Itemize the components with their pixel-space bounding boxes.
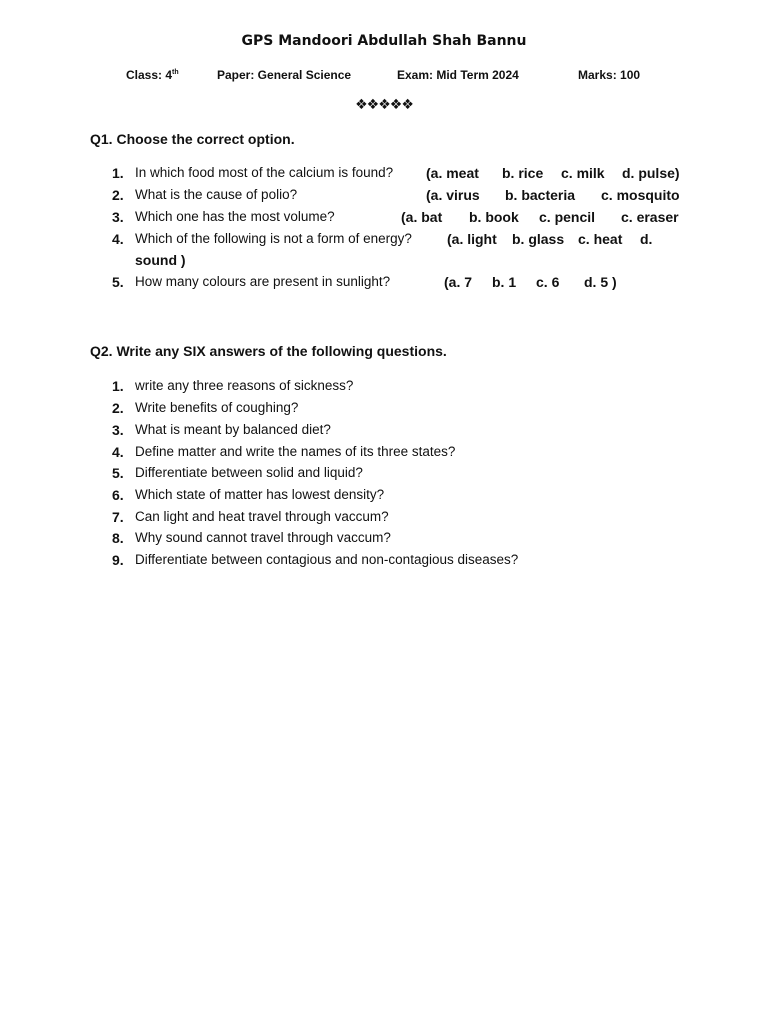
mcq-question: What is the cause of polio?: [135, 187, 298, 202]
mcq-option: (a. light: [447, 231, 497, 247]
question-row: [0, 509, 768, 531]
question-text: What is meant by balanced diet?: [135, 422, 331, 437]
mcq-option: b. glass: [512, 231, 565, 247]
mcq-option: c. milk: [561, 165, 605, 181]
mcq-row: [0, 165, 768, 187]
mcq-option: c. 6: [536, 274, 560, 290]
question-number: 4.: [112, 444, 124, 460]
question-text: Define matter and write the names of its three states?: [135, 444, 456, 459]
mcq-row: [0, 231, 768, 253]
question-number: 3.: [112, 422, 124, 438]
question-row: [0, 444, 768, 466]
question-text: Differentiate between solid and liquid?: [135, 465, 363, 480]
mcq-question: In which food most of the calcium is found?: [135, 165, 394, 180]
marks-label: Marks: 100: [578, 68, 641, 82]
question-number: 9.: [112, 552, 124, 568]
mcq-row: [0, 187, 768, 209]
class-text: Class: 4: [126, 68, 173, 82]
question-text: Which state of matter has lowest density?: [135, 487, 385, 502]
mcq-question: Which one has the most volume?: [135, 209, 335, 224]
mcq-question: Which of the following is not a form of energy?: [135, 231, 412, 246]
mcq-option: (a. bat: [401, 209, 443, 225]
question-number: 8.: [112, 530, 124, 546]
question-number: 6.: [112, 487, 124, 503]
question-row: [0, 530, 768, 552]
mcq-continuation-row: [0, 252, 768, 274]
school-title: GPS Mandoori Abdullah Shah Bannu: [241, 33, 527, 49]
mcq-option: (a. meat: [426, 165, 479, 181]
question-number: 2.: [112, 400, 124, 416]
paper-label: Paper: General Science: [217, 68, 352, 82]
question-text: Why sound cannot travel through vaccum?: [135, 530, 391, 545]
question-row: [0, 552, 768, 574]
mcq-row: [0, 274, 768, 296]
question-row: [0, 422, 768, 444]
mcq-question: How many colours are present in sunlight?: [135, 274, 391, 289]
question-text: Can light and heat travel through vaccum?: [135, 509, 389, 524]
mcq-option: d. pulse): [622, 165, 680, 181]
section-divider: ❖❖❖❖❖: [355, 97, 413, 113]
mcq-option: b. 1: [492, 274, 517, 290]
mcq-option: b. bacteria: [505, 187, 576, 203]
mcq-option: b. book: [469, 209, 519, 225]
mcq-option: (a. virus: [426, 187, 480, 203]
class-label: [126, 68, 179, 82]
exam-label: Exam: Mid Term 2024: [397, 68, 519, 82]
mcq-option: c. eraser: [621, 209, 679, 225]
question-row: [0, 487, 768, 509]
question-number: 5.: [112, 465, 124, 481]
mcq-option: c. pencil: [539, 209, 596, 225]
question-row: [0, 465, 768, 487]
q2-heading: Q2. Write any SIX answers of the following questions.: [90, 343, 447, 359]
question-row: [0, 400, 768, 422]
mcq-number: 1.: [112, 165, 124, 181]
mcq-number: 5.: [112, 274, 124, 290]
question-text: write any three reasons of sickness?: [135, 378, 354, 393]
mcq-option: b. rice: [502, 165, 544, 181]
question-number: 1.: [112, 378, 124, 394]
question-row: [0, 378, 768, 400]
mcq-number: 3.: [112, 209, 124, 225]
mcq-option: d.: [640, 231, 653, 247]
mcq-option-continuation: sound ): [135, 252, 186, 268]
mcq-option: c. heat: [578, 231, 623, 247]
mcq-number: 2.: [112, 187, 124, 203]
mcq-number: 4.: [112, 231, 124, 247]
question-number: 7.: [112, 509, 124, 525]
question-text: Differentiate between contagious and non-contagious diseases?: [135, 552, 519, 567]
q1-heading: Q1. Choose the correct option.: [90, 131, 295, 147]
class-superscript: th: [172, 69, 179, 76]
mcq-row: [0, 209, 768, 231]
question-text: Write benefits of coughing?: [135, 400, 299, 415]
mcq-option: c. mosquito: [601, 187, 680, 203]
mcq-option: (a. 7: [444, 274, 473, 290]
mcq-option: d. 5 ): [584, 274, 617, 290]
